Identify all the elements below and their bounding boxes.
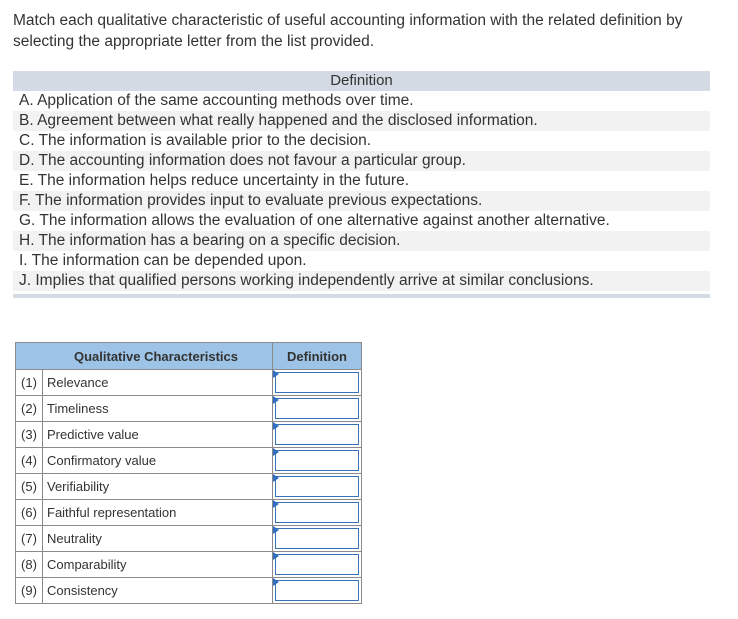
definition-item: F. The information provides input to evaluate previous expectations. bbox=[13, 191, 710, 211]
definition-item: E. The information helps reduce uncertainty in the future. bbox=[19, 172, 410, 189]
characteristic-cell bbox=[16, 578, 273, 604]
characteristic-name: Verifiability bbox=[47, 479, 110, 494]
definition-item: H. The information has a bearing on a specific decision. bbox=[13, 231, 710, 251]
table-row bbox=[16, 370, 362, 396]
row-number: (7) bbox=[16, 526, 43, 551]
definition-select[interactable] bbox=[275, 502, 359, 523]
table-row bbox=[16, 526, 362, 552]
column-header-definition: Definition bbox=[273, 343, 362, 370]
definition-list-divider bbox=[13, 294, 710, 298]
column-header-characteristics: Qualitative Characteristics bbox=[16, 343, 273, 370]
row-number: (6) bbox=[16, 500, 43, 525]
definition-select[interactable] bbox=[275, 528, 359, 549]
table-row bbox=[16, 422, 362, 448]
table-row bbox=[16, 552, 362, 578]
dropdown-marker-icon bbox=[273, 500, 279, 508]
characteristic-cell bbox=[16, 526, 273, 552]
dropdown-marker-icon bbox=[273, 474, 279, 482]
definition-answer-cell bbox=[273, 474, 362, 500]
definition-answer-cell bbox=[273, 500, 362, 526]
table-row bbox=[16, 474, 362, 500]
characteristic-name: Consistency bbox=[47, 583, 118, 598]
characteristic-name: Timeliness bbox=[47, 401, 109, 416]
characteristic-name: Predictive value bbox=[47, 427, 139, 442]
definition-answer-cell bbox=[273, 552, 362, 578]
characteristic-cell bbox=[16, 422, 273, 448]
definition-select[interactable] bbox=[275, 372, 359, 393]
row-number: (9) bbox=[16, 578, 43, 603]
definition-item: B. Agreement between what really happened and the disclosed information. bbox=[13, 111, 710, 131]
definition-list-header: Definition bbox=[13, 71, 710, 91]
dropdown-marker-icon bbox=[273, 448, 279, 456]
instructions-text: Match each qualitative characteristic of useful accounting information with the related definition by selecting the appropriate letter from the list provided. bbox=[13, 12, 683, 50]
definition-answer-cell bbox=[273, 422, 362, 448]
dropdown-marker-icon bbox=[273, 526, 279, 534]
definition-list bbox=[13, 71, 710, 298]
definition-answer-cell bbox=[273, 448, 362, 474]
definition-select[interactable] bbox=[275, 398, 359, 419]
characteristic-cell bbox=[16, 552, 273, 578]
table-row bbox=[16, 396, 362, 422]
row-number: (2) bbox=[16, 396, 43, 421]
characteristic-name: Confirmatory value bbox=[47, 453, 157, 468]
characteristic-cell bbox=[16, 448, 273, 474]
row-number: (4) bbox=[16, 448, 43, 473]
matching-table bbox=[15, 342, 362, 604]
table-row bbox=[16, 578, 362, 604]
definition-item: D. The accounting information does not favour a particular group. bbox=[13, 151, 710, 171]
characteristic-cell bbox=[16, 370, 273, 396]
definition-select[interactable] bbox=[275, 424, 359, 445]
characteristic-cell bbox=[16, 500, 273, 526]
definition-item: I. The information can be depended upon. bbox=[19, 252, 307, 269]
characteristic-cell bbox=[16, 396, 273, 422]
definition-item: C. The information is available prior to the decision. bbox=[19, 132, 372, 149]
dropdown-marker-icon bbox=[273, 578, 279, 586]
row-number: (1) bbox=[16, 370, 43, 395]
definition-answer-cell bbox=[273, 578, 362, 604]
row-number: (5) bbox=[16, 474, 43, 499]
characteristic-name: Comparability bbox=[47, 557, 127, 572]
dropdown-marker-icon bbox=[273, 370, 279, 378]
characteristic-name: Neutrality bbox=[47, 531, 102, 546]
characteristic-cell bbox=[16, 474, 273, 500]
definition-item: J. Implies that qualified persons working independently arrive at similar conclusions. bbox=[13, 271, 710, 291]
definition-select[interactable] bbox=[275, 580, 359, 601]
characteristic-name: Faithful representation bbox=[47, 505, 177, 520]
definition-select[interactable] bbox=[275, 450, 359, 471]
table-row bbox=[16, 500, 362, 526]
table-row bbox=[16, 448, 362, 474]
definition-answer-cell bbox=[273, 370, 362, 396]
definition-select[interactable] bbox=[275, 554, 359, 575]
definition-answer-cell bbox=[273, 526, 362, 552]
row-number: (8) bbox=[16, 552, 43, 577]
definition-answer-cell bbox=[273, 396, 362, 422]
dropdown-marker-icon bbox=[273, 552, 279, 560]
dropdown-marker-icon bbox=[273, 422, 279, 430]
definition-item: A. Application of the same accounting methods over time. bbox=[19, 92, 414, 109]
definition-select[interactable] bbox=[275, 476, 359, 497]
definition-item: G. The information allows the evaluation of one alternative against another alternative. bbox=[19, 212, 610, 229]
row-number: (3) bbox=[16, 422, 43, 447]
dropdown-marker-icon bbox=[273, 396, 279, 404]
characteristic-name: Relevance bbox=[47, 375, 109, 390]
